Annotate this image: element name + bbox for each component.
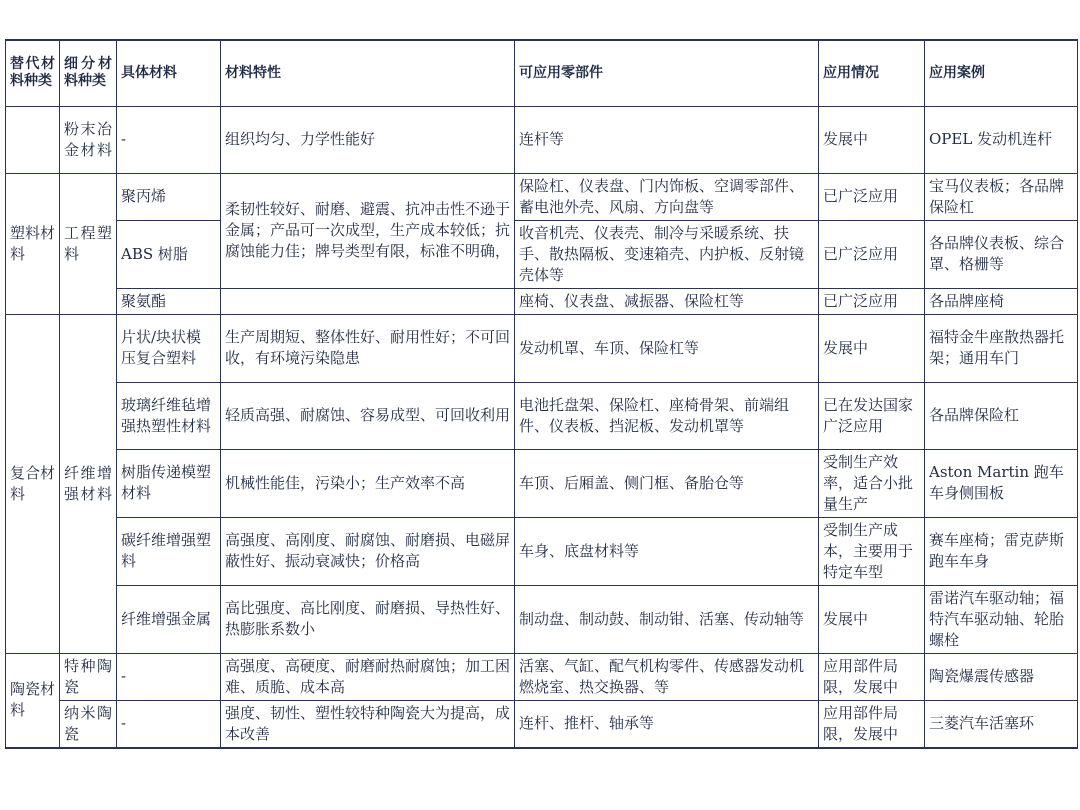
material-cell: 玻璃纤维毡增强热塑性材料 xyxy=(117,382,221,449)
parts-cell: 车顶、后厢盖、侧门框、备胎仓等 xyxy=(515,449,819,517)
parts-cell: 制动盘、制动鼓、制动钳、活塞、传动轴等 xyxy=(515,585,819,653)
status-cell: 应用部件局限，发展中 xyxy=(819,653,925,700)
material-cell: 纤维增强金属 xyxy=(117,585,221,653)
table-row xyxy=(6,288,1078,314)
case-cell: 各品牌座椅 xyxy=(925,288,1078,314)
parts-cell: 电池托盘架、保险杠、座椅骨架、前端组件、仪表板、挡泥板、发动机罩等 xyxy=(515,382,819,449)
property-cell xyxy=(221,288,515,314)
parts-cell: 车身、底盘材料等 xyxy=(515,517,819,585)
table-row xyxy=(6,517,1078,585)
property-cell: 组织均匀、力学性能好 xyxy=(221,106,515,173)
material-cell: ABS 树脂 xyxy=(117,220,221,288)
case-cell: 各品牌保险杠 xyxy=(925,382,1078,449)
parts-cell: 保险杠、仪表盘、门内饰板、空调零部件、蓄电池外壳、风扇、方向盘等 xyxy=(515,173,819,220)
property-cell: 机械性能佳，污染小；生产效率不高 xyxy=(221,449,515,517)
case-cell: 赛车座椅；雷克萨斯跑车车身 xyxy=(925,517,1078,585)
material-cell: 聚丙烯 xyxy=(117,173,221,220)
parts-cell: 发动机罩、车顶、保险杠等 xyxy=(515,314,819,382)
property-cell: 高比强度、高比刚度、耐磨损、导热性好、热膨胀系数小 xyxy=(221,585,515,653)
table-row xyxy=(6,382,1078,449)
material-cell: - xyxy=(117,106,221,173)
header-row xyxy=(6,40,1078,106)
material-cell: - xyxy=(117,700,221,748)
material-cell: 树脂传递模塑材料 xyxy=(117,449,221,517)
status-cell: 发展中 xyxy=(819,314,925,382)
status-cell: 发展中 xyxy=(819,585,925,653)
sub-category-cell: 纤维增强材料 xyxy=(60,314,117,653)
status-cell: 发展中 xyxy=(819,106,925,173)
case-cell: 各品牌仪表板、综合罩、格栅等 xyxy=(925,220,1078,288)
materials-table xyxy=(5,39,1078,749)
sub-category-cell: 粉末冶金材料 xyxy=(60,106,117,173)
sub-category-cell: 特种陶瓷 xyxy=(60,653,117,700)
case-cell: 福特金牛座散热器托架；通用车门 xyxy=(925,314,1078,382)
property-cell: 高强度、高硬度、耐磨耐热耐腐蚀；加工困难、质脆、成本高 xyxy=(221,653,515,700)
category-cell: 复合材料 xyxy=(6,314,60,653)
table-row xyxy=(6,449,1078,517)
case-cell: 雷诺汽车驱动轴；福特汽车驱动轴、轮胎螺栓 xyxy=(925,585,1078,653)
parts-cell: 连杆等 xyxy=(515,106,819,173)
parts-cell: 收音机壳、仪表壳、制冷与采暖系统、扶手、散热隔板、变速箱壳、内护板、反射镜壳体等 xyxy=(515,220,819,288)
header-status: 应用情况 xyxy=(819,40,925,106)
case-cell: 宝马仪表板；各品牌保险杠 xyxy=(925,173,1078,220)
category-cell: 塑料材料 xyxy=(6,173,60,314)
case-cell: 三菱汽车活塞环 xyxy=(925,700,1078,748)
header-cases: 应用案例 xyxy=(925,40,1078,106)
status-cell: 受制生产效率，适合小批量生产 xyxy=(819,449,925,517)
header-material-category: 替代材料种类 xyxy=(6,40,60,106)
parts-cell: 连杆、推杆、轴承等 xyxy=(515,700,819,748)
category-cell xyxy=(6,106,60,173)
material-cell: - xyxy=(117,653,221,700)
case-cell: OPEL 发动机连杆 xyxy=(925,106,1078,173)
table-row xyxy=(6,173,1078,220)
property-cell: 轻质高强、耐腐蚀、容易成型、可回收利用 xyxy=(221,382,515,449)
property-cell: 柔韧性较好、耐磨、避震、抗冲击性不逊于金属；产品可一次成型，生产成本较低；抗腐蚀能力佳；牌号类型有限，标准不明确， xyxy=(221,173,515,288)
header-parts: 可应用零部件 xyxy=(515,40,819,106)
sub-category-cell: 纳米陶瓷 xyxy=(60,700,117,748)
sub-category-cell: 工程塑料 xyxy=(60,173,117,314)
status-cell: 已广泛应用 xyxy=(819,220,925,288)
status-cell: 应用部件局限，发展中 xyxy=(819,700,925,748)
property-cell: 高强度、高刚度、耐腐蚀、耐磨损、电磁屏蔽性好、振动衰减快；价格高 xyxy=(221,517,515,585)
status-cell: 已广泛应用 xyxy=(819,288,925,314)
material-cell: 聚氨酯 xyxy=(117,288,221,314)
case-cell: Aston Martin 跑车车身侧围板 xyxy=(925,449,1078,517)
table-row xyxy=(6,314,1078,382)
table-row xyxy=(6,220,1078,288)
table-row xyxy=(6,585,1078,653)
status-cell: 受制生产成本，主要用于特定车型 xyxy=(819,517,925,585)
table-row xyxy=(6,106,1078,173)
material-cell: 片状/块状模压复合塑料 xyxy=(117,314,221,382)
case-cell: 陶瓷爆震传感器 xyxy=(925,653,1078,700)
parts-cell: 活塞、气缸、配气机构零件、传感器发动机燃烧室、热交换器、等 xyxy=(515,653,819,700)
status-cell: 已广泛应用 xyxy=(819,173,925,220)
status-cell: 已在发达国家广泛应用 xyxy=(819,382,925,449)
header-sub-category: 细分材料种类 xyxy=(60,40,117,106)
category-cell: 陶瓷材料 xyxy=(6,653,60,748)
table-row xyxy=(6,653,1078,700)
property-cell: 强度、韧性、塑性较特种陶瓷大为提高，成本改善 xyxy=(221,700,515,748)
material-cell: 碳纤维增强塑料 xyxy=(117,517,221,585)
property-cell: 生产周期短、整体性好、耐用性好；不可回收，有环境污染隐患 xyxy=(221,314,515,382)
parts-cell: 座椅、仪表盘、减振器、保险杠等 xyxy=(515,288,819,314)
table-row xyxy=(6,700,1078,748)
header-properties: 材料特性 xyxy=(221,40,515,106)
header-specific-material: 具体材料 xyxy=(117,40,221,106)
